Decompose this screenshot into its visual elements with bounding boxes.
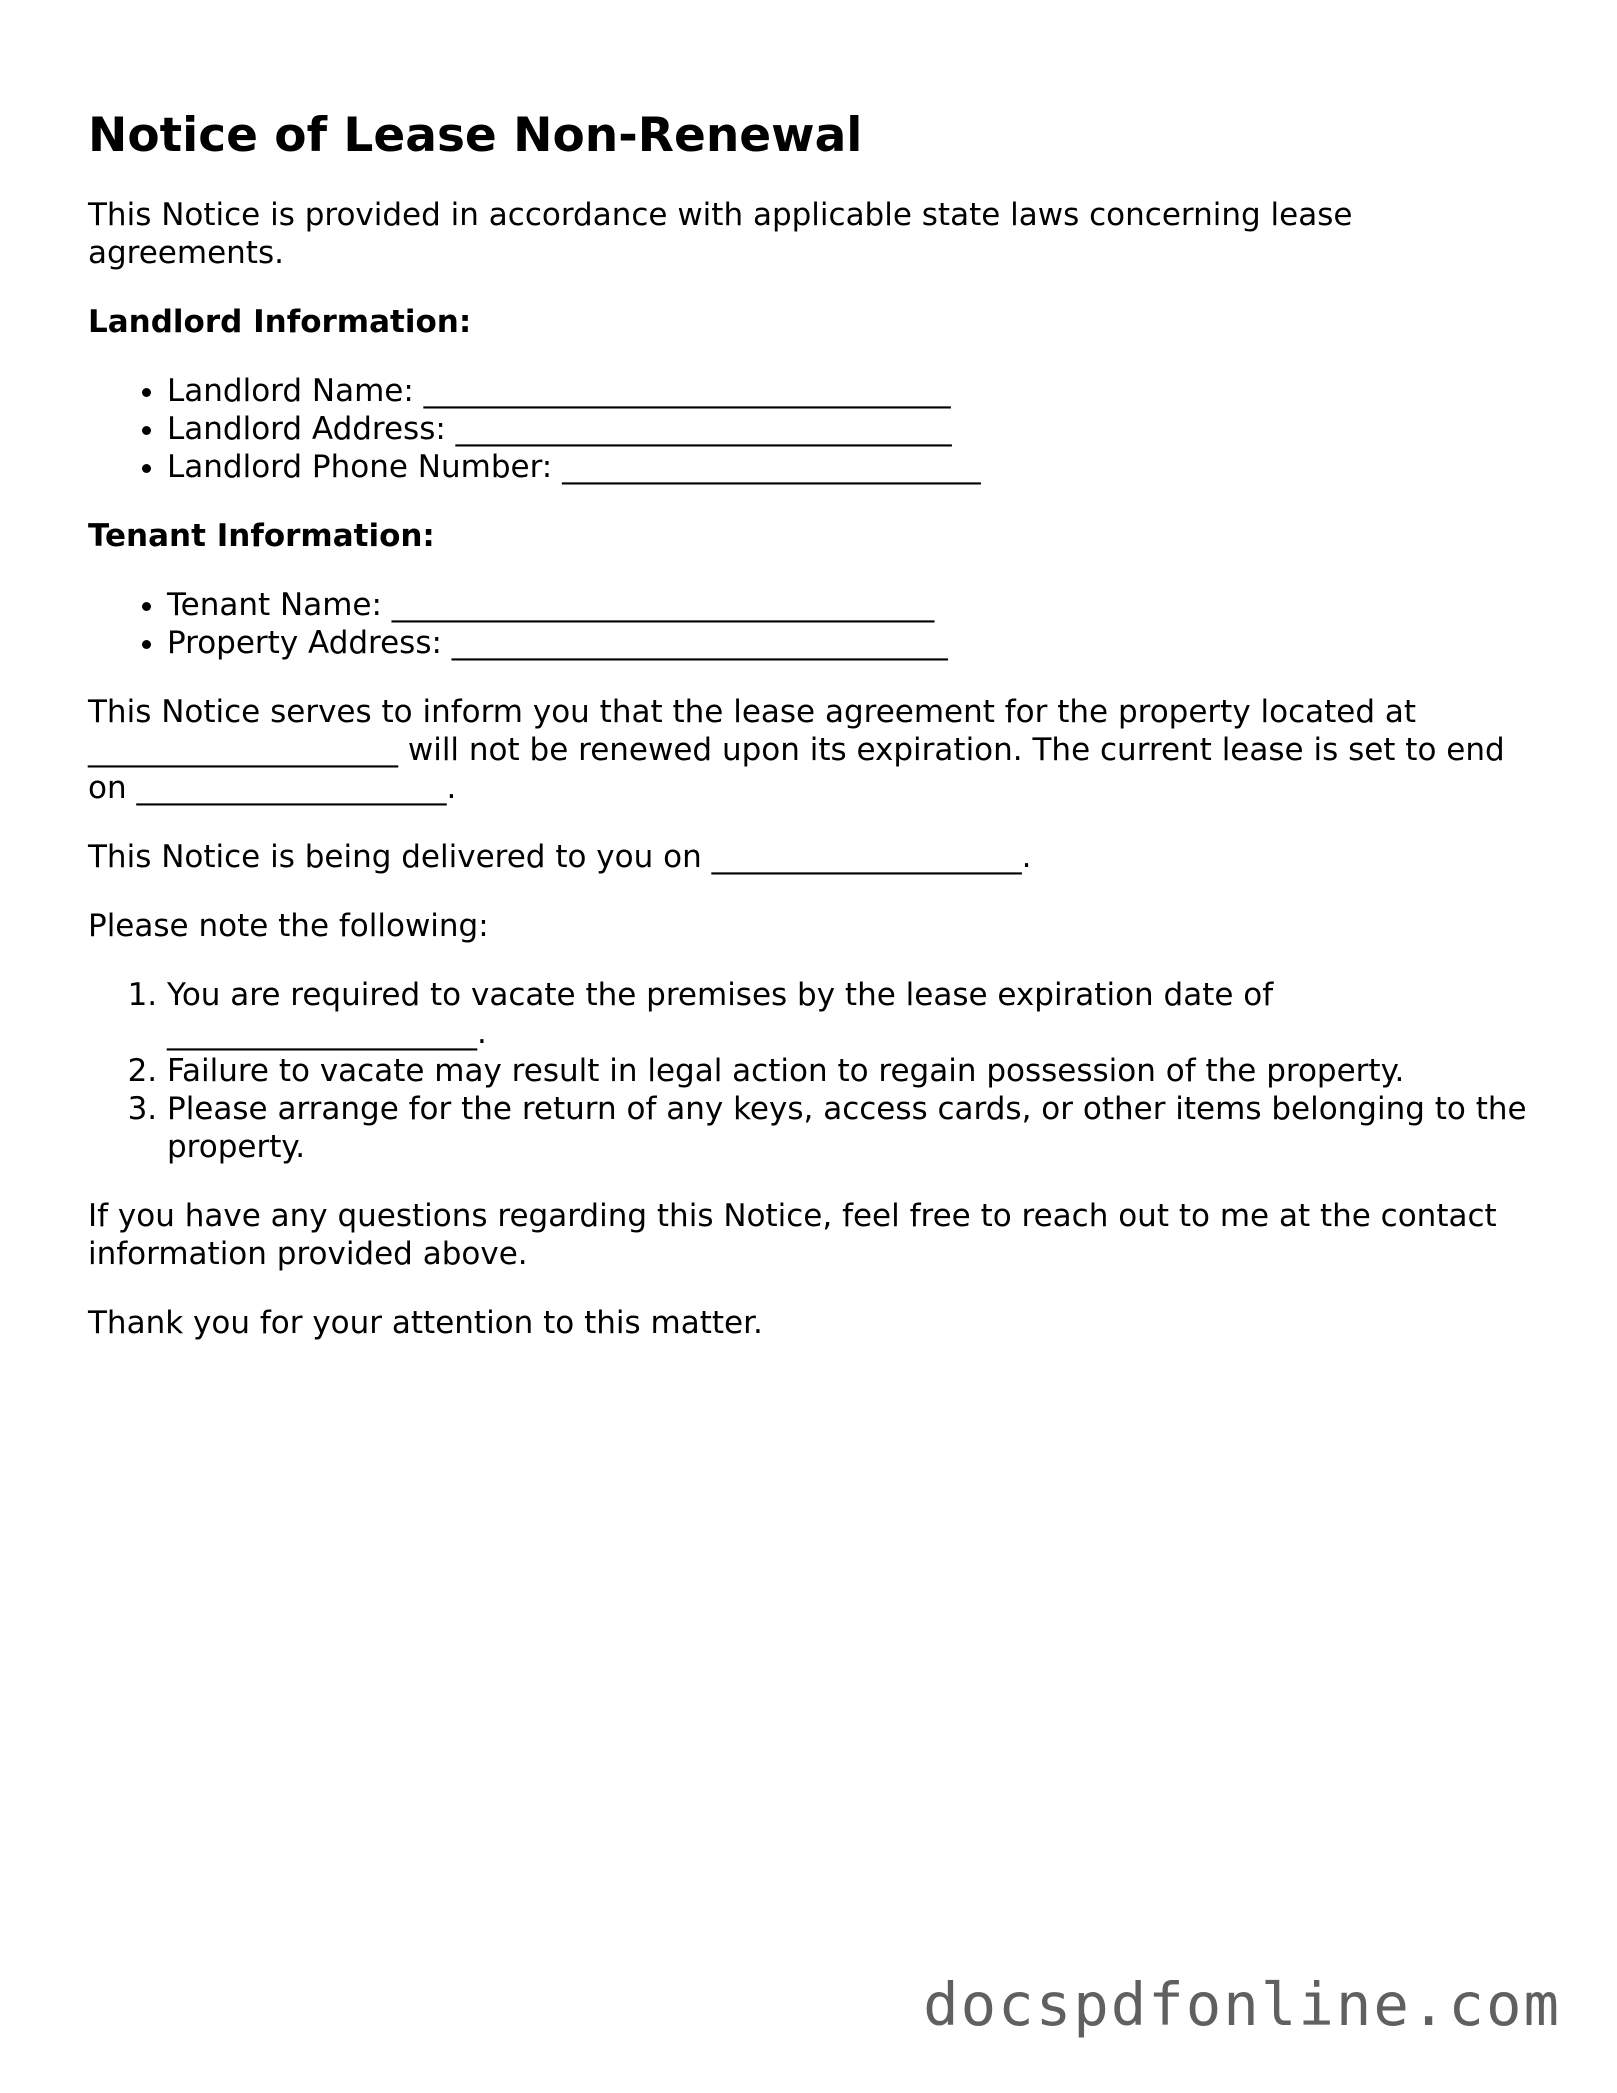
watermark-logo: docspdfonline.com [923,1970,1561,2039]
document-page [88,108,1528,1373]
landlord-address-field: • Landlord Address: ________________________________ [167,410,1528,448]
closing-paragraph: Thank you for your attention to this matter. [88,1305,763,1341]
landlord-phone-field: • Landlord Phone Number: ___________________________ [167,448,1528,486]
landlord-info-list [88,372,1528,486]
note-item-return-keys: 3. Please arrange for the return of any keys, access cards, or other items belonging to the property. [167,1090,1528,1166]
property-address-field: • Property Address: ________________________________ [167,624,1528,662]
note-intro: Please note the following: [88,908,489,944]
delivery-paragraph: This Notice is being delivered to you on ____________________. [88,839,1032,875]
tenant-name-field: • Tenant Name: ___________________________________ [167,586,1528,624]
note-item-vacate: 1. You are required to vacate the premises by the lease expiration date of ____________________. [167,976,1528,1052]
notice-paragraph: This Notice serves to inform you that the lease agreement for the property located at ____________________ will not be renewed upon its expiration. The current lease is set to end on ____________________. [88,694,1505,806]
intro-paragraph: This Notice is provided in accordance with applicable state laws concerning lease agreements. [88,197,1353,271]
landlord-name-field: • Landlord Name: __________________________________ [167,372,1528,410]
tenant-info-list [88,586,1528,662]
notes-list [88,976,1528,1166]
document-title: Notice of Lease Non-Renewal [88,108,863,163]
note-item-legal-action: 2. Failure to vacate may result in legal action to regain possession of the property. [167,1052,1528,1090]
questions-paragraph: If you have any questions regarding this Notice, feel free to reach out to me at the contact information provided above. [88,1198,1497,1272]
landlord-info-heading: Landlord Information: [88,304,472,340]
tenant-info-heading: Tenant Information: [88,518,435,554]
